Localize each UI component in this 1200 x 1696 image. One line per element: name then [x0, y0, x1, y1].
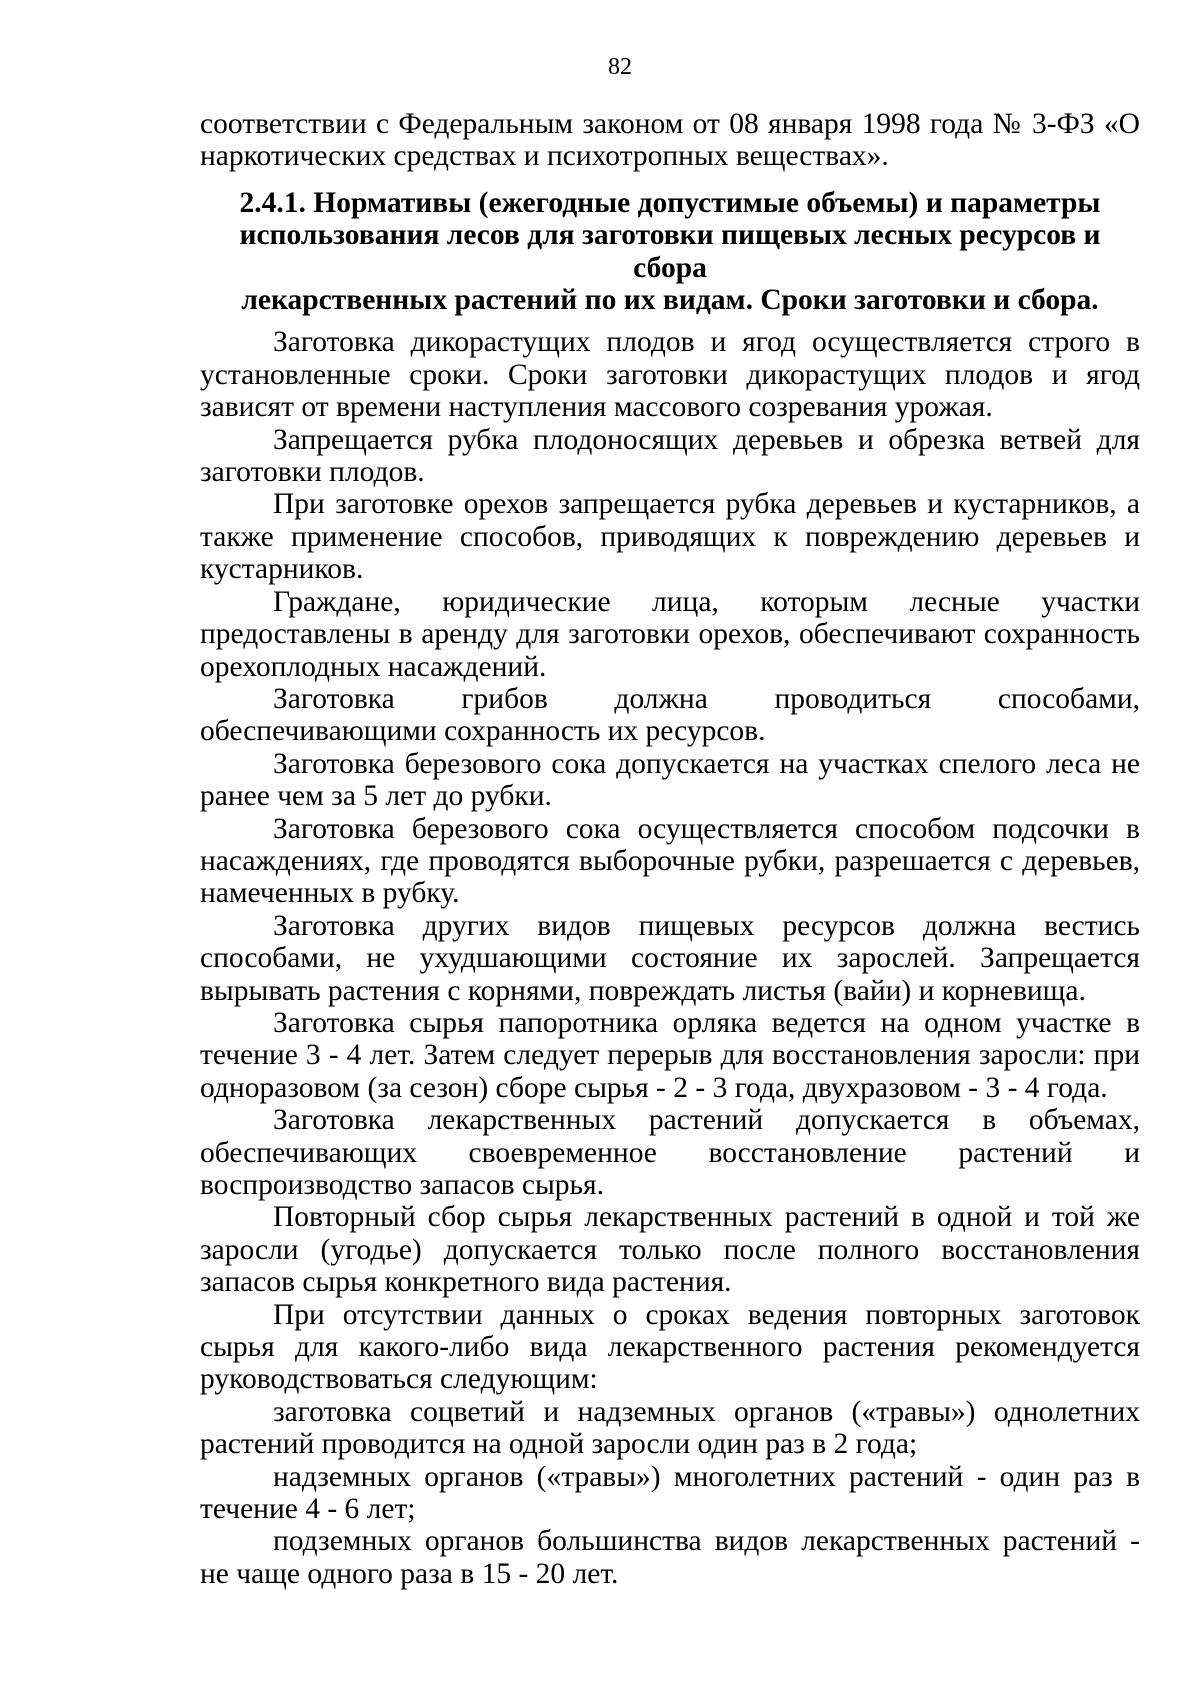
- paragraph-perennial-plants: надземных органов («травы») многолетних растений - один раз в течение 4 - 6 лет;: [200, 1460, 1140, 1526]
- paragraph-underground-organs: подземных органов большинства видов лекарственных растений - не чаще одного раза в 15 - 20 лет.: [200, 1525, 1140, 1590]
- paragraph-repeat-collection: Повторный сбор сырья лекарственных растений в одной и той же заросли (угодье) допускается только после полного восстановления запасов сырья конкретного вида растения.: [200, 1201, 1140, 1299]
- paragraph-mushrooms: Заготовка грибов должна проводиться способами, обеспечивающими сохранность их ресурсов.: [200, 682, 1140, 748]
- paragraph-medicinal-volumes: Заготовка лекарственных растений допускается в объемах, обеспечивающих своевременное восстановление растений и воспроизводство запасов сырья.: [200, 1104, 1140, 1201]
- paragraph-birch-sap-method: Заготовка березового сока осуществляется способом подсочки в насаждениях, где проводятся выборочные рубки, разрешается с деревьев, намеченных в рубку.: [200, 812, 1140, 910]
- page-number: 82: [608, 54, 632, 80]
- paragraph-fruit-tree-felling: Запрещается рубка плодоносящих деревьев и обрезка ветвей для заготовки плодов.: [200, 423, 1140, 489]
- paragraph-other-food-resources: Заготовка других видов пищевых ресурсов должна вестись способами, не ухудшающими состояние их зарослей. Запрещается вырывать растения с корнями, повреждать листья (вайи) и корневища.: [200, 909, 1140, 1007]
- section-heading-line-2: использования лесов для заготовки пищевых лесных ресурсов и сбора: [239, 219, 1101, 284]
- paragraph-birch-sap-timing: Заготовка березового сока допускается на участках спелого леса не ранее чем за 5 лет до рубки.: [200, 747, 1140, 813]
- document-body: [200, 108, 1140, 1590]
- section-heading-line-1: 2.4.1. Нормативы (ежегодные допустимые объемы) и параметры: [239, 186, 1101, 219]
- paragraph-annual-plants: заготовка соцветий и надземных органов («травы») однолетних растений проводится на одной заросли один раз в 2 года;: [200, 1395, 1140, 1461]
- paragraph-fruit-harvest: Заготовка дикорастущих плодов и ягод осуществляется строго в установленные сроки. Сроки заготовки дикорастущих плодов и ягод зависят от времени наступления массового созревания урожая.: [200, 326, 1140, 424]
- paragraph-no-data-guidance: При отсутствии данных о сроках ведения повторных заготовок сырья для какого-либо вида лекарственного растения рекомендуется руководствоваться следующим:: [200, 1298, 1140, 1396]
- section-heading-line-3: лекарственных растений по их видам. Сроки заготовки и сбора.: [241, 284, 1099, 317]
- paragraph-nut-lease: Граждане, юридические лица, которым лесные участки предоставлены в аренду для заготовки орехов, обеспечивают сохранность орехоплодных насаждений.: [200, 585, 1140, 683]
- intro-paragraph: соответствии с Федеральным законом от 08 января 1998 года № 3-ФЗ «О наркотических средствах и психотропных веществах».: [200, 108, 1140, 173]
- paragraph-nut-harvest: При заготовке орехов запрещается рубка деревьев и кустарников, а также применение способов, приводящих к повреждению деревьев и кустарников.: [200, 488, 1140, 586]
- section-heading: [200, 187, 1140, 317]
- paragraph-bracken-fern: Заготовка сырья папоротника орляка ведется на одном участке в течение 3 - 4 лет. Затем следует перерыв для восстановления заросли: при одноразовом (за сезон) сборе сырья - 2 - 3 года, двухразовом - 3 - 4 года.: [200, 1006, 1140, 1104]
